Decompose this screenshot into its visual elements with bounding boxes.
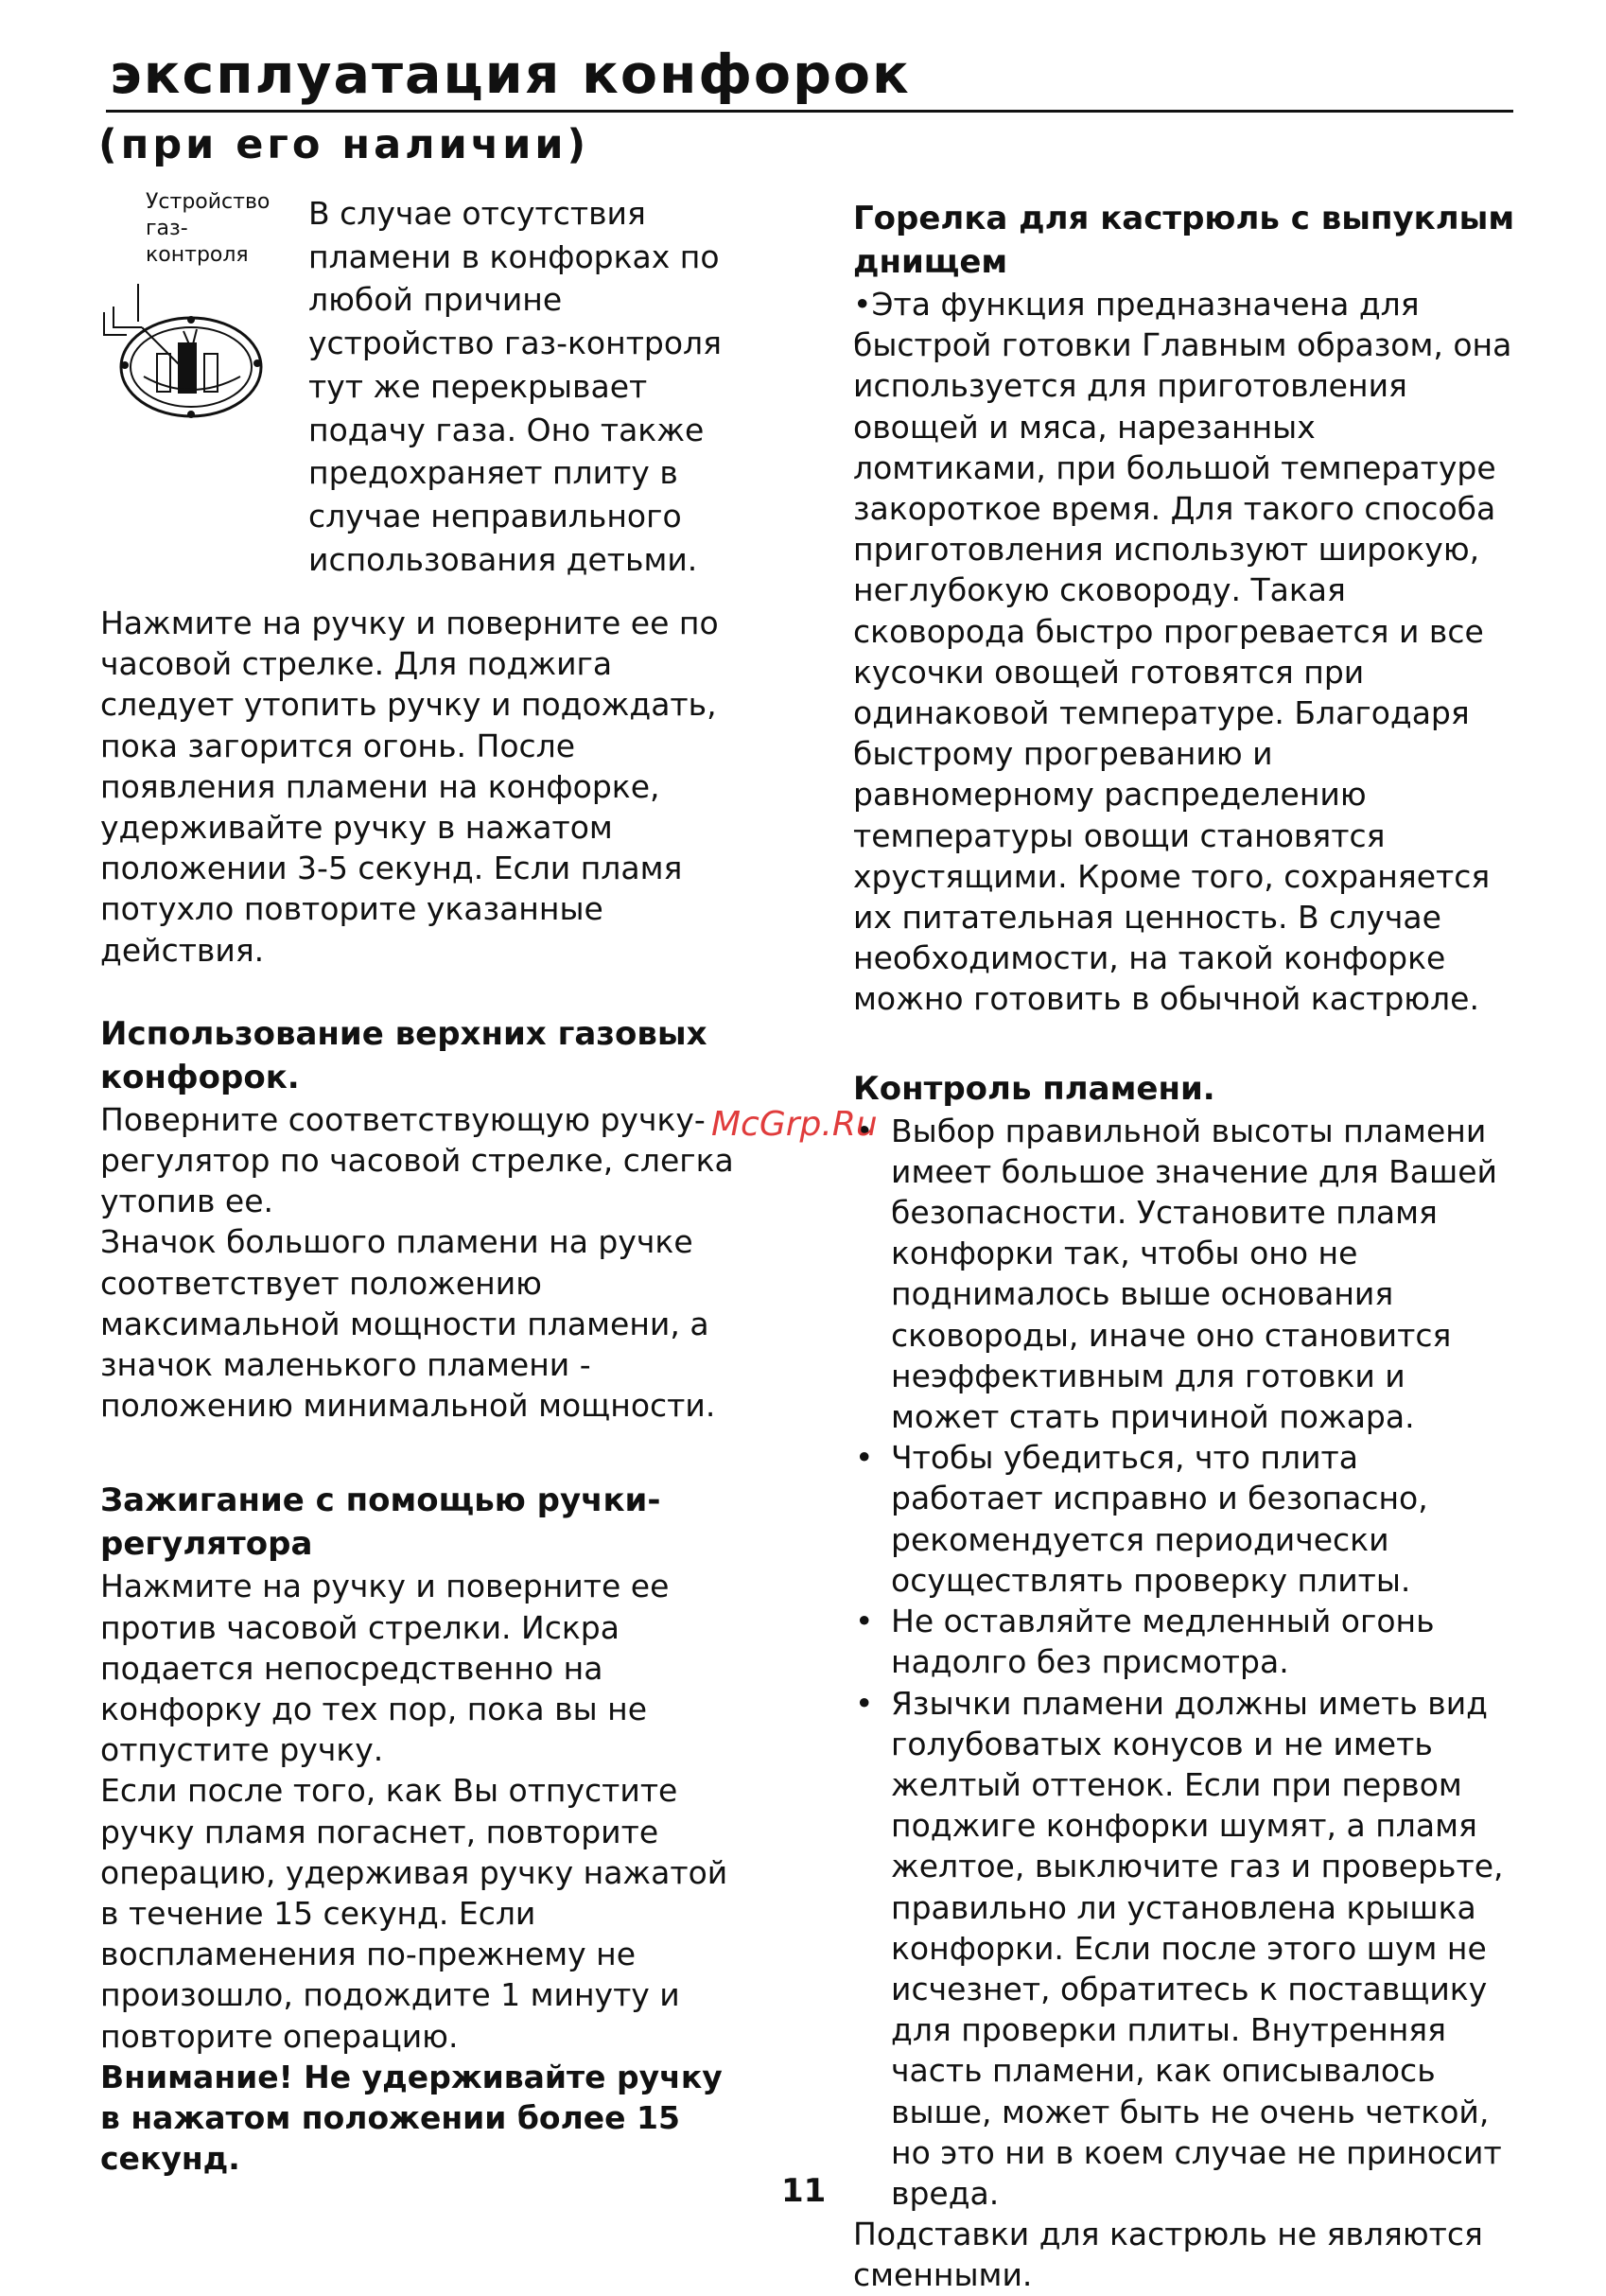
list-item: • Чтобы убедиться, что плита работает исправно и безопасно, рекомендуется периодически осуществлять проверку плиты.	[853, 1437, 1515, 1601]
watermark-text: McGrp.Ru	[711, 1105, 878, 1144]
paragraph: Поверните соответствующую ручку-регулятор по часовой стрелке, слегка утопив ее.	[100, 1100, 734, 1220]
intro-paragraph: В случае отсутствия пламени в конфорках по любой причине устройство газ-контроля тут же перекрывает подачу газа. Оно также предохраняет плиту в случае неправильного использования детьми.	[308, 195, 722, 578]
left-column	[100, 603, 753, 2180]
paragraph	[853, 284, 1515, 1020]
paragraph: Нажмите на ручку и поверните ее против часовой стрелки. Искра подается непосредственно на конфорку до тех пор, пока вы не отпустите ручку.	[100, 1568, 670, 1769]
section-heading: Использование верхних газовых конфорок.	[100, 1014, 707, 1096]
warning-text: Внимание! Не удерживайте ручку в нажатом положении более 15 секунд.	[100, 2058, 723, 2178]
list-item: • Выбор правильной высоты пламени имеет большое значение для Вашей безопасности. Установите пламя конфорки так, чтобы оно не поднималось выше основания сковороды, иначе оно становится неэффективным для готовки и может стать причиной пожара.	[853, 1111, 1515, 1438]
section-heading: Зажигание с помощью ручки-регулятора	[100, 1481, 661, 1564]
paragraph: Подставки для кастрюль не являются сменными.	[853, 2216, 1483, 2294]
list-item: • Не оставляйте медленный огонь надолго без присмотра.	[853, 1601, 1515, 1682]
page-number: 11	[781, 2172, 827, 2210]
paragraph: Нажмите на ручку и поверните ее по часовой стрелке. Для поджига следует утопить ручку и подождать, пока загорится огонь. После появления пламени на конфорке, удерживайте ручку в нажатом положении 3-5 секунд. Если пламя потухло повторите указанные действия.	[100, 605, 719, 969]
right-column	[853, 197, 1515, 2296]
gas-control-device-illustration	[98, 274, 269, 426]
bullet-icon: •	[853, 286, 872, 323]
figure-label	[146, 189, 270, 269]
page-title: эксплуатация конфорок	[110, 44, 911, 106]
title-rule	[106, 110, 1513, 113]
bullet-text: Эта функция предназначена для быстрой готовки Главным образом, она используется для приготовления овощей и мяса, нарезанных ломтиками, при большой температуре закороткое время. Для такого способа приготовления используют широкую, неглубокую сковороду. Такая сковорода быстро прогревается и все кусочки овощей готовятся при одинаковой температуре. Благодаря быстрому прогреванию и равномерному распределению температуры овощи становятся хрустящими. Кроме того, сохраняется их питательная ценность. В случае необходимости, на такой конфорке можно готовить в обычной кастрюле.	[853, 286, 1512, 1018]
figure-label-line: газ-	[146, 217, 188, 240]
page-subtitle: (при его наличии)	[98, 121, 590, 168]
figure-label-line: Устройство	[146, 190, 271, 214]
figure-label-line: контроля	[146, 243, 249, 267]
section-heading: Горелка для кастрюль с выпуклым днищем	[853, 200, 1515, 281]
paragraph: Значок большого пламени на ручке соответствует положению максимальной мощности пламени, а значок маленького пламени - положению минимальной мощности.	[100, 1223, 716, 1425]
bullet-list	[853, 1111, 1515, 2214]
paragraph: Если после того, как Вы отпустите ручку пламя погаснет, повторите операцию, удерживая ручку нажатой в течение 15 секунд. Если воспламенения по-прежнему не произошло, подождите 1 минуту и повторите операцию.	[100, 1772, 728, 2055]
list-item: • Язычки пламени должны иметь вид голубоватых конусов и не иметь желтый оттенок. Если при первом поджиге конфорки шумят, а пламя желтое, выключите газ и проверьте, правильно ли установлена крышка конфорки. Если после этого шум не исчезнет, обратитесь к поставщику для проверки плиты. Внутренняя часть пламени, как описывалось выше, может быть не очень четкой, но это ни в коем случае не приносит вреда.	[853, 1683, 1515, 2215]
section-heading: Контроль пламени.	[853, 1069, 1215, 1108]
